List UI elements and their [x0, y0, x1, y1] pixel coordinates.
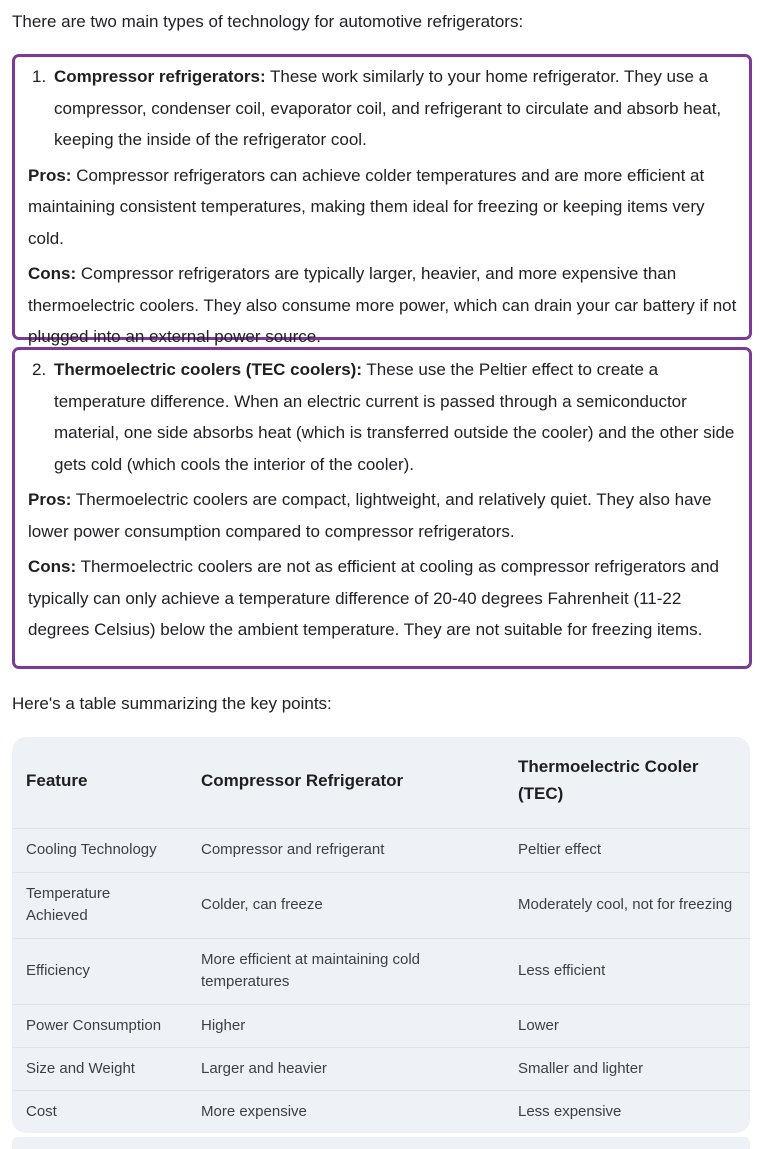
thermoelectric-pros: Pros: Thermoelectric coolers are compact, lightweight, and relatively quiet. They also have lower power consumption compared to compressor refrigerators. [28, 490, 712, 541]
table-row [12, 828, 750, 872]
table-cell-feature: Size and Weight [12, 1047, 187, 1090]
table-row [12, 1004, 750, 1047]
compressor-pros: Pros: Compressor refrigerators can achieve colder temperatures and are more efficient at maintaining consistent temperatures, making them ideal for freezing or keeping items very cold. [28, 165, 705, 248]
thermoelectric-heading [32, 354, 741, 480]
table-header-row [12, 737, 750, 828]
pros-label: Pros: [28, 490, 72, 509]
table-cell-compressor: Higher [187, 1004, 504, 1047]
compressor-title: Compressor refrigerators: [54, 67, 266, 86]
compressor-description: These work similarly to your home refrigerator. They use a compressor, condenser coil, evaporator coil, and refrigerant to circulate and absorb heat, keeping the inside of the refrigerator cool. [54, 67, 722, 149]
summary-intro: Here's a table summarizing the key points: [12, 694, 332, 713]
table-cell-thermoelectric: Moderately cool, not for freezing [504, 872, 750, 938]
list-number: 2. [32, 360, 47, 379]
thermoelectric-title: Thermoelectric coolers (TEC coolers): [54, 360, 362, 379]
table-cell-compressor: Compressor and refrigerant [187, 828, 504, 872]
header-feature: Feature [12, 737, 187, 828]
table-cell-compressor: More efficient at maintaining cold temperatures [187, 938, 504, 1004]
table-cell-thermoelectric: Less efficient [504, 938, 750, 1004]
summary-table-card [12, 737, 750, 1133]
table-cell-thermoelectric: Less expensive [518, 1102, 622, 1120]
thermoelectric-section [12, 347, 752, 669]
table-row [12, 1047, 750, 1090]
thermoelectric-description: These use the Peltier effect to create a temperature difference. When an electric current is passed through a semiconductor material, one side absorbs heat (which is transferred outside the cooler) and the other side gets cold (which cools the interior of the cooler). [54, 360, 735, 474]
summary-table [12, 737, 750, 1133]
table-cell-feature: Efficiency [12, 938, 187, 1004]
table-cell-compressor: Colder, can freeze [187, 872, 504, 938]
cons-label: Cons: [28, 557, 77, 576]
cons-label: Cons: [28, 264, 77, 283]
table-cell-compressor: Larger and heavier [187, 1047, 504, 1090]
table-cell-feature: Cost [26, 1102, 57, 1120]
table-cell-feature: Temperature Achieved [12, 872, 187, 938]
table-cell-thermoelectric: Peltier effect [504, 828, 750, 872]
list-number: 1. [32, 67, 47, 86]
header-compressor: Compressor Refrigerator [187, 737, 504, 828]
compressor-heading [32, 61, 741, 156]
table-cell-thermoelectric: Lower [504, 1004, 750, 1047]
table-cell-feature: Power Consumption [12, 1004, 187, 1047]
table-cell-feature: Cooling Technology [12, 828, 187, 872]
next-block-edge [12, 1137, 750, 1149]
table-row [12, 938, 750, 1004]
intro-text: There are two main types of technology for automotive refrigerators: [12, 12, 524, 31]
thermoelectric-cons: Cons: Thermoelectric coolers are not as efficient at cooling as compressor refrigerators and typically can only achieve a temperature difference of 20-40 degrees Fahrenheit (11-22 degrees Celsius) below the ambient temperature. They are not suitable for freezing items. [28, 557, 720, 639]
table-cell-compressor: More expensive [201, 1102, 307, 1120]
table-row [12, 872, 750, 938]
compressor-section [12, 54, 752, 346]
pros-label: Pros: [28, 165, 72, 185]
header-thermoelectric: Thermoelectric Cooler (TEC) [504, 737, 750, 828]
table-row [12, 1090, 750, 1133]
compressor-cons: Cons: Compressor refrigerators are typically larger, heavier, and more expensive than thermoelectric coolers. They also consume more power, which can drain your car battery if not plugged into an external power source. [28, 264, 737, 346]
table-cell-thermoelectric: Smaller and lighter [504, 1047, 750, 1090]
